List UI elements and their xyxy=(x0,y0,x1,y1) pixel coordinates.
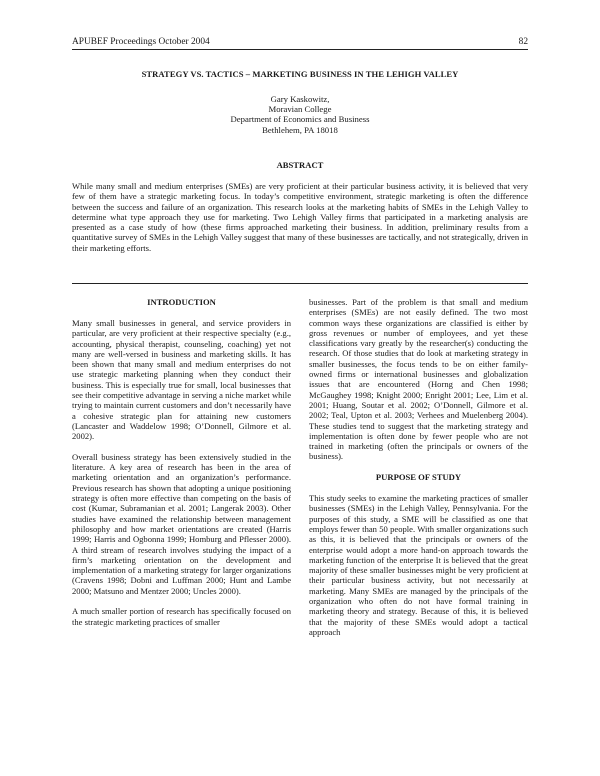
abstract-rule xyxy=(72,283,528,284)
intro-paragraph: Overall business strategy has been extensively studied in the literature. A key area of research has been in the area of marketing orientation and an organization’s performance. Previous research has shown that adopting a unique positioning strategy is often more effective than competing on the basis of cost (Kumar, Subramanian et al. 2001; Langerak 2003). Other studies have examined the relationship between management philosophy and how market orientations are created (Harris 1999; Harris and Ogbonna 1999; Homburg and Pflesser 2000). A third stream of research involves studying the impact of a firm’s marketing orientation on the development and implementation of a marketing strategy for larger organizations (Cravens 1998; Dobni and Luffman 2000; Hunt and Lambe 2000; Matsuno and Mentzer 2000; Uncles 2000). xyxy=(72,451,291,596)
author-block xyxy=(72,94,528,135)
header-rule xyxy=(72,49,528,50)
purpose-paragraph: This study seeks to examine the marketing practices of smaller businesses (SMEs) in the Lehigh Valley, Pennsylvania. For the purposes of this study, a SME will be classified as one that employs fewer than 50 people. With smaller organizations such as this, it is believed that the principals or owners of the enterprise would adopt a more hand-on approach towards the marketing function of the enterprise It is believed that the great majority of these smaller businesses might be very proficient at their particular business activity, but not necessarily at marketing. Many SMEs are managed by the principals of the organization who often do not have formal training in marketing theory and strategy. Because of this, it is believed that the majority of these SMEs would adopt a tactical approach xyxy=(309,493,528,637)
intro-continuation: businesses. Part of the problem is that small and medium enterprises (SMEs) are not easily defined. The two most common ways these organizations are classified is either by gross revenues or number of employees, and yet these classifications vary greatly by the researcher(s) conducting the research. Of those studies that do look at marketing strategy in smaller businesses, the focus tends to be on either family-owned firms or international businesses and globalization issues that are encountered (Horng and Chen 1998; McGaughey 1998; Knight 2000; Enright 2001; Lee, Lim et al. 2001; Huang, Soutar et al. 2002; O’Donnell, Gilmore et al. 2002; Teal, Upton et al. 2003; Verhees and Muelenberg 2004). These studies tend to suggest that the marketing strategy and implementation is often done by fewer people who are not trained in marketing (often the principals or owners of the business). xyxy=(309,297,528,462)
introduction-heading: INTRODUCTION xyxy=(147,297,216,307)
intro-paragraph: Many small businesses in general, and service providers in particular, are very proficient at their respective specialty (e.g., accounting, physical therapist, counseling, coaching) yet not many are well-versed in business and marketing skills. It has been shown that many small and medium enterprises do not use strategic marketing planning when they conduct their business. This is especially true for small, local businesses that see their competitive advantage in serving a niche market while trying to maintain current customers and don’t necessarily have a cohesive strategic plan for attaining new customers (Lancaster and Waddelow 1998; O’Donnell, Gilmore et al. 2002). xyxy=(72,318,291,442)
author-location: Bethlehem, PA 18018 xyxy=(262,124,338,135)
left-column xyxy=(72,297,291,637)
author-department: Department of Economics and Business xyxy=(230,114,370,125)
abstract-text: While many small and medium enterprises (SMEs) are very proficient at their particular business activity, it is believed that very few of them have a strategic marketing focus. In today’s competitive environment, strategic marketing is often the difference between the success and failure of an organization. This research looks at the marketing habits of SMEs in the Lehigh Valley to determine what type approach they use for marketing. Two Lehigh Valley firms that participated in a marketing analysis are presented as a case study of how (these firms approached marketing their business. In addition, preliminary results from a quantitative survey of SMEs in the Lehigh Valley suggest that many of these businesses are tactically, and not strategically, driven in their marketing efforts. xyxy=(72,181,528,253)
conference-name: APUBEF Proceedings October 2004 xyxy=(72,37,210,47)
author-institution: Moravian College xyxy=(268,104,332,115)
abstract-heading: ABSTRACT xyxy=(276,160,324,170)
purpose-heading: PURPOSE OF STUDY xyxy=(375,472,462,483)
intro-paragraph: A much smaller portion of research has specifically focused on the strategic marketing practices of smaller xyxy=(72,606,291,627)
page-number: 82 xyxy=(518,37,528,47)
running-header xyxy=(72,36,528,48)
author-name: Gary Kaskowitz, xyxy=(270,94,330,104)
paper-title: STRATEGY VS. TACTICS – MARKETING BUSINESS IN THE LEHIGH VALLEY xyxy=(141,69,459,79)
right-column xyxy=(309,297,528,648)
